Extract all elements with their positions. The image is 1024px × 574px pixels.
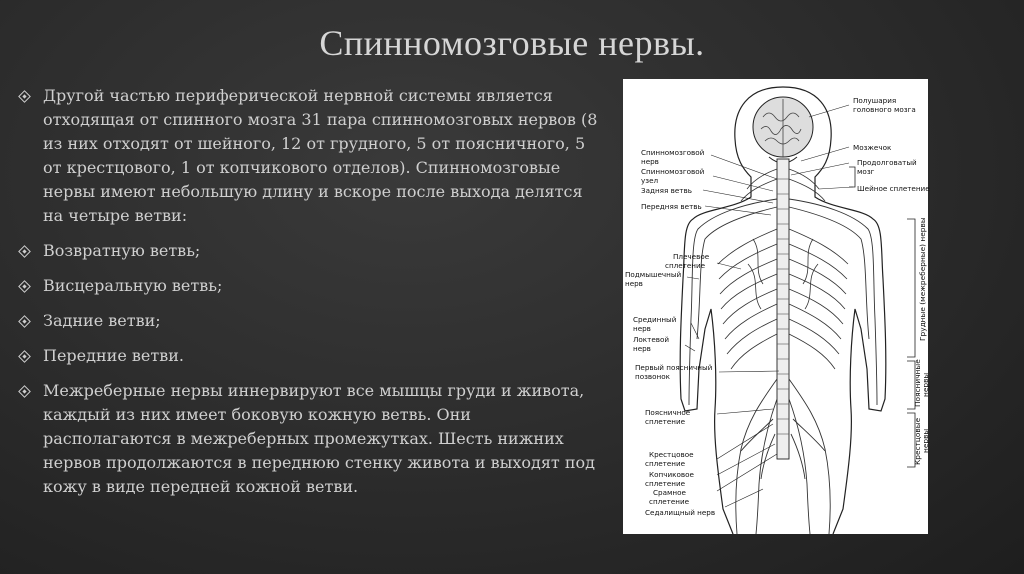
- label-lumbar-nerves: Поясничные: [913, 359, 922, 407]
- diamond-bullet-icon: [18, 280, 31, 293]
- diamond-bullet-icon: [18, 245, 31, 258]
- bullet-text: Задние ветви;: [43, 311, 161, 330]
- bullet-text: Передние ветви.: [43, 346, 184, 365]
- label-spinal-nerve-2: нерв: [641, 157, 659, 166]
- label-median-2: нерв: [633, 324, 651, 333]
- diamond-bullet-icon: [18, 90, 31, 103]
- leader-lines: [685, 105, 853, 507]
- label-lumbar-vertebra-2: позвонок: [635, 372, 670, 381]
- diamond-bullet-icon: [18, 350, 31, 363]
- label-thoracic-nerves: Грудные (межреберные) нервы: [918, 217, 927, 341]
- label-lumbar-vertebra: Первый поясничный: [635, 363, 713, 372]
- bullet-text: Межреберные нервы иннервируют все мышцы груди и живота, каждый из них имеет боковую кожную ветвь. Они располагаются в межреберных промежутках. Шесть нижних нервов продолжаются в переднюю стенку живота и выходят под кожу в виде передней кожной ветви.: [43, 381, 595, 496]
- bullet-text: Другой частью периферической нервной системы является отходящая от спинного мозга 31 пара спинномозговых нервов (8 из них отходят от шейного, 12 от грудного, 5 от поясничного, 5 от крестцового, 1 от копчикового отделов). Спинномозговые нервы имеют небольшую длину и вскоре после выхода делятся на четыре ветви:: [43, 86, 598, 225]
- label-pudendal: Срамное: [653, 488, 686, 497]
- label-coccygeal-2: сплетение: [645, 479, 686, 488]
- label-medulla: Продолговатый: [857, 158, 917, 167]
- label-medulla-2: мозг: [857, 167, 875, 176]
- bullet-item: [18, 239, 598, 263]
- label-brachial: Плечевое: [673, 252, 710, 261]
- label-brachial-2: сплетение: [665, 261, 706, 270]
- label-sacral-plexus: Крестцовое: [649, 450, 694, 459]
- label-sciatic: Седалищный нерв: [645, 508, 716, 517]
- label-axillary-2: нерв: [625, 279, 643, 288]
- label-sacral-plexus-2: сплетение: [645, 459, 686, 468]
- label-anterior-branch: Передняя ветвь: [641, 202, 702, 211]
- label-axillary: Подмышечный: [625, 270, 682, 279]
- diamond-bullet-icon: [18, 385, 31, 398]
- label-cervical-plexus: Шейное сплетение: [857, 184, 930, 193]
- nervous-system-figure: [623, 79, 928, 534]
- label-hemispheres: Полушария: [853, 96, 897, 105]
- label-sacral-nerves-2: нервы: [921, 428, 930, 453]
- label-ulnar: Локтевой: [633, 335, 670, 344]
- label-coccygeal: Копчиковое: [649, 470, 694, 479]
- anatomy-illustration: [623, 79, 928, 534]
- label-lumbar-plexus: Поясничное: [645, 408, 691, 417]
- label-spinal-nerve: Спинномозговой: [641, 148, 705, 157]
- bullet-item: [18, 344, 598, 368]
- bullet-text: Висцеральную ветвь;: [43, 276, 223, 295]
- label-hemispheres-2: головного мозга: [853, 105, 916, 114]
- label-lumbar-plexus-2: сплетение: [645, 417, 686, 426]
- label-sacral-nerves: Крестцовые: [913, 417, 922, 465]
- label-pudendal-2: сплетение: [649, 497, 690, 506]
- bullet-list: [18, 84, 598, 510]
- diamond-bullet-icon: [18, 315, 31, 328]
- label-median: Срединный: [633, 315, 677, 324]
- label-posterior-branch: Задняя ветвь: [641, 186, 692, 195]
- bullet-text: Возвратную ветвь;: [43, 241, 201, 260]
- bullet-item: [18, 274, 598, 298]
- label-lumbar-nerves-2: нервы: [921, 372, 930, 397]
- bullet-item: [18, 84, 598, 228]
- label-ganglion: Спинномозговой: [641, 167, 705, 176]
- label-cerebellum: Мозжечок: [853, 143, 892, 152]
- spinal-column: [777, 159, 789, 459]
- label-ulnar-2: нерв: [633, 344, 651, 353]
- label-ganglion-2: узел: [641, 176, 659, 185]
- bullet-item: [18, 309, 598, 333]
- slide-title: Спинномозговые нервы.: [319, 23, 705, 63]
- bullet-item: [18, 379, 598, 499]
